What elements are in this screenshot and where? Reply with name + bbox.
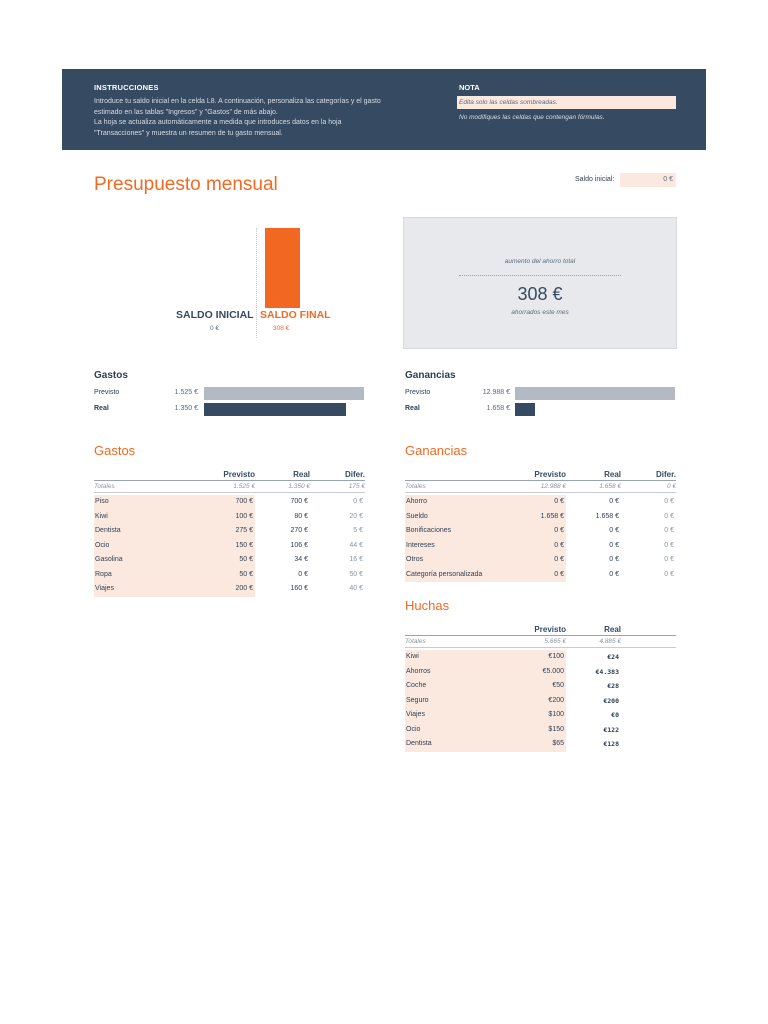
table-title: Ganancias: [405, 443, 468, 458]
actual-bar: [204, 403, 346, 416]
row-value: 0 €: [609, 527, 619, 534]
table-row: [405, 510, 676, 525]
instructions-line: Introduce tu saldo inicial en la celda L8. A continuación, personaliza las categorías y el gasto: [94, 98, 381, 105]
planned-bar: [515, 387, 675, 400]
row-category[interactable]: Ocio: [94, 539, 202, 554]
savings-caption: aumento del ahorro total: [504, 258, 576, 265]
row-category[interactable]: Gasolina: [94, 553, 202, 568]
table-row: [405, 694, 676, 709]
row-category[interactable]: Ocio: [405, 723, 513, 738]
table-row: [405, 737, 676, 752]
row-amount: 12.988 €: [482, 389, 510, 396]
column-header: Difer.: [655, 470, 676, 479]
totals-value: 5.665 €: [544, 638, 566, 645]
row-value[interactable]: 700 €: [202, 495, 255, 510]
row-value: 0 €: [664, 570, 674, 578]
totals-value: 4.885 €: [599, 638, 621, 645]
row-value[interactable]: 50 €: [202, 568, 255, 583]
table-row: [94, 582, 365, 597]
row-value: 0 €: [664, 527, 674, 534]
row-value: 0 €: [609, 498, 619, 505]
savings-summary-box: [403, 217, 677, 349]
row-value[interactable]: $100: [513, 708, 566, 723]
row-value: €200: [603, 696, 619, 705]
row-category[interactable]: Viajes: [94, 582, 202, 597]
row-value: €0: [611, 711, 619, 719]
note-body: No modifiques las celdas que contengan fórmulas.: [459, 114, 605, 121]
income-table: [405, 443, 676, 588]
row-amount: 1.658 €: [486, 405, 510, 412]
row-value[interactable]: €100: [513, 650, 566, 665]
expenses-table: [94, 443, 365, 603]
table-row: [405, 650, 676, 665]
row-value: 5 €: [353, 527, 363, 534]
expenses-planned-row: [94, 387, 374, 400]
row-value: 0 €: [664, 556, 674, 563]
table-title: Gastos: [94, 443, 136, 458]
totals-row: [94, 481, 365, 493]
totals-label: Totales: [405, 483, 426, 490]
row-value: €122: [603, 725, 619, 734]
note-highlight: Edita solo las celdas sombreadas.: [457, 96, 676, 109]
row-value: 160 €: [290, 585, 308, 592]
row-value[interactable]: 1.658 €: [513, 510, 566, 525]
instructions-body: [94, 97, 414, 139]
totals-value: 12.988 €: [540, 483, 566, 490]
totals-value: 0 €: [666, 483, 676, 490]
row-value[interactable]: 0 €: [513, 568, 566, 583]
row-value: €28: [607, 682, 619, 690]
row-value[interactable]: €200: [513, 694, 566, 709]
row-value: 0 €: [664, 498, 674, 505]
expenses-comparison-heading: Gastos: [94, 370, 128, 381]
table-row: [405, 495, 676, 510]
totals-value: 1.350 €: [288, 483, 310, 490]
row-value: 700 €: [290, 498, 308, 505]
table-row: [94, 510, 365, 525]
totals-label: Totales: [405, 638, 426, 645]
initial-balance-chart-label: SALDO INICIAL: [176, 309, 254, 321]
totals-label: Totales: [94, 483, 115, 490]
table-title: Huchas: [405, 598, 450, 613]
row-value[interactable]: 200 €: [202, 582, 255, 597]
row-amount: 1.350 €: [174, 405, 198, 412]
row-value: 34 €: [294, 556, 308, 563]
row-label: Previsto: [405, 389, 431, 396]
row-value: 106 €: [290, 541, 308, 549]
row-value[interactable]: €5.000: [513, 665, 566, 680]
instructions-line: La hoja se actualiza automáticamente a medida que introduces datos en la hoja: [94, 119, 342, 126]
row-category[interactable]: Kiwi: [405, 650, 513, 665]
row-value: 16 €: [349, 556, 363, 563]
row-value[interactable]: $150: [513, 723, 566, 738]
row-value: 0 €: [298, 570, 308, 578]
row-category[interactable]: Piso: [94, 495, 202, 510]
balance-chart: [170, 222, 350, 342]
table-row: [94, 568, 365, 583]
chart-divider: [256, 228, 257, 338]
row-label: Real: [405, 405, 420, 412]
column-header: Previsto: [223, 470, 255, 479]
table-header: [405, 469, 676, 481]
instructions-title: INSTRUCCIONES: [94, 83, 159, 92]
table-header: [405, 624, 676, 636]
savings-divider: [459, 275, 621, 276]
page-title: Presupuesto mensual: [94, 174, 278, 195]
row-category[interactable]: Intereses: [405, 539, 513, 554]
row-value: 0 €: [664, 512, 674, 520]
savings-amount: 308 €: [517, 284, 563, 304]
row-value[interactable]: 0 €: [513, 539, 566, 554]
actual-bar: [515, 403, 535, 416]
savings-jars-table: [405, 598, 676, 753]
table-row: [405, 524, 676, 539]
initial-balance-label: Saldo inicial:: [575, 176, 615, 183]
row-amount: 1.525 €: [174, 389, 198, 396]
savings-subtitle: ahorrados este mes: [511, 309, 569, 316]
row-value: 50 €: [349, 570, 363, 578]
row-category[interactable]: Bonificaciones: [405, 524, 513, 539]
totals-row: [405, 636, 676, 648]
column-header: Difer.: [344, 470, 365, 479]
row-category[interactable]: Otros: [405, 553, 513, 568]
expenses-actual-row: [94, 403, 374, 416]
income-comparison-heading: Ganancias: [405, 370, 456, 381]
row-value: 0 €: [609, 556, 619, 563]
row-value: €128: [603, 740, 619, 748]
table-row: [405, 723, 676, 738]
planned-bar: [204, 387, 364, 400]
instructions-line: "Transacciones" y muestra un resumen de tu gasto mensual.: [94, 129, 283, 137]
column-header: Previsto: [534, 625, 566, 634]
column-header: Real: [604, 625, 621, 634]
instructions-banner: [62, 69, 706, 150]
row-value: €4.383: [595, 667, 619, 676]
totals-value: 175 €: [348, 483, 365, 490]
row-category[interactable]: Dentista: [94, 524, 202, 539]
totals-row: [405, 481, 676, 493]
row-category[interactable]: Ropa: [94, 568, 202, 583]
note-title: NOTA: [459, 83, 480, 92]
final-balance-chart-label: SALDO FINAL: [260, 309, 331, 321]
row-value[interactable]: 50 €: [202, 553, 255, 568]
table-row: [94, 553, 365, 568]
row-category[interactable]: Ahorro: [405, 495, 513, 510]
income-planned-row: [405, 387, 685, 400]
row-category[interactable]: Seguro: [405, 694, 513, 709]
totals-value: 1.658 €: [599, 483, 621, 490]
row-category[interactable]: Dentista: [405, 737, 513, 752]
row-value: 270 €: [290, 527, 308, 534]
row-value: 0 €: [609, 541, 619, 549]
row-value: 20 €: [349, 512, 363, 520]
row-value: €24: [607, 653, 619, 661]
table-row: [405, 539, 676, 554]
row-value: 1.658 €: [595, 512, 619, 520]
row-category[interactable]: Coche: [405, 679, 513, 694]
row-category[interactable]: Categoría personalizada: [405, 568, 513, 583]
row-value[interactable]: $65: [513, 737, 566, 752]
table-row: [405, 665, 676, 680]
final-balance-bar: [265, 228, 300, 308]
row-label: Previsto: [94, 389, 120, 396]
row-category[interactable]: Ahorros: [405, 665, 513, 680]
table-row: [94, 524, 365, 539]
row-value: 0 €: [353, 498, 363, 505]
row-value[interactable]: 150 €: [202, 539, 255, 554]
row-category[interactable]: Viajes: [405, 708, 513, 723]
row-label: Real: [94, 405, 109, 412]
row-category[interactable]: Kiwi: [94, 510, 202, 525]
table-row: [405, 679, 676, 694]
column-header: Previsto: [534, 470, 566, 479]
table-row: [405, 568, 676, 583]
row-value: 80 €: [294, 512, 308, 520]
row-value[interactable]: 275 €: [202, 524, 255, 539]
row-value: 44 €: [349, 541, 363, 549]
row-value[interactable]: €50: [513, 679, 566, 694]
column-header: Real: [604, 470, 621, 479]
totals-value: 1.525 €: [233, 483, 255, 490]
row-value[interactable]: 100 €: [202, 510, 255, 525]
row-value: 0 €: [609, 570, 619, 578]
table-row: [94, 495, 365, 510]
income-actual-row: [405, 403, 685, 416]
table-header: [94, 469, 365, 481]
row-value[interactable]: 0 €: [513, 553, 566, 568]
row-value[interactable]: 0 €: [513, 495, 566, 510]
table-row: [405, 708, 676, 723]
final-balance-chart-value: 308 €: [273, 325, 290, 332]
instructions-line: estimado en las tablas "Ingresos" y "Gastos" de más abajo.: [94, 108, 278, 116]
table-row: [94, 539, 365, 554]
row-category[interactable]: Sueldo: [405, 510, 513, 525]
initial-balance-input[interactable]: 0 €: [620, 173, 676, 187]
initial-balance-chart-value: 0 €: [210, 325, 220, 332]
column-header: Real: [293, 470, 310, 479]
row-value: 0 €: [664, 541, 674, 549]
row-value[interactable]: 0 €: [513, 524, 566, 539]
table-row: [405, 553, 676, 568]
row-value: 40 €: [349, 585, 363, 592]
